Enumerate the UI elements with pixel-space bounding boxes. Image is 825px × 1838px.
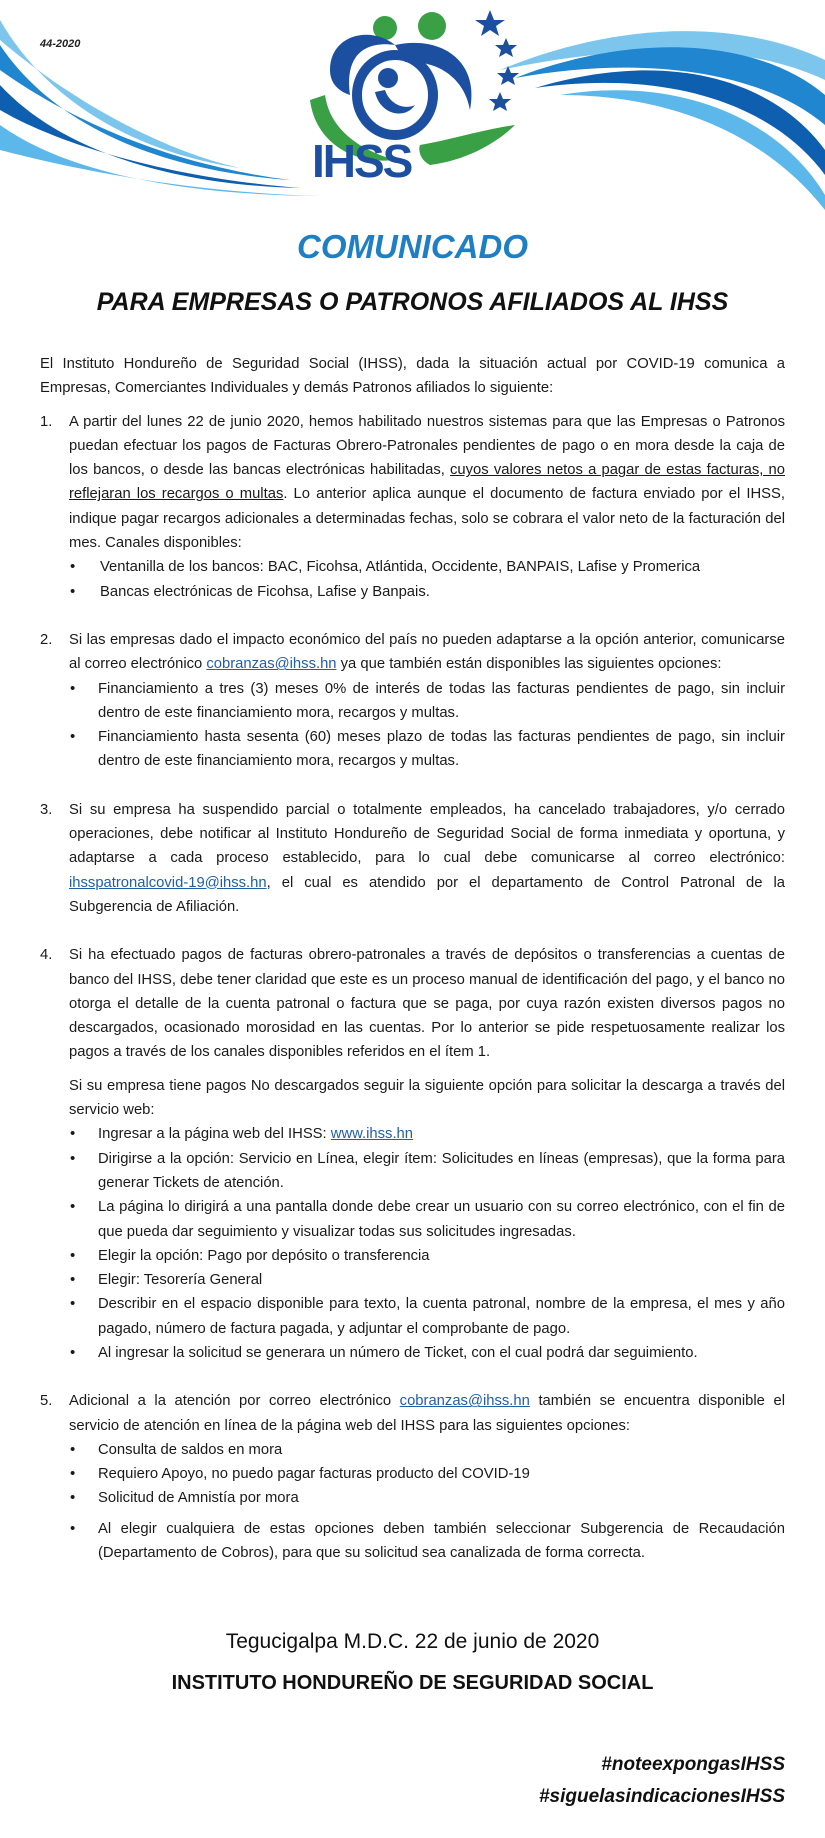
item-number: 1.: [40, 413, 53, 430]
logo-wordmark: IHSS: [312, 135, 412, 187]
underlined-text: cuyos valores netos a pagar de estas facturas, no reflejaran los recargos o multas: [69, 462, 785, 503]
item-text: A partir del lunes 22 de junio 2020, hemos habilitado nuestros sistemas para que las Empresas o Patronos puedan efectuar los pagos de Facturas Obrero-Patronales pendientes de pago o en mora desde la caja de los bancos, o desde las bancas electrónicas habilitadas, cuyos valores netos a pagar de estas facturas, no reflejaran los recargos o multas. Lo anterior aplica aunque el documento de factura enviado por el IHSS, indique pagar recargos adicionales a determinadas fechas, solo se cobrara el valor neto de la facturación del mes. Canales disponibles:: [69, 413, 785, 552]
item-number: 5.: [40, 1393, 53, 1410]
list-item: • Consulta de saldos en mora: [69, 1438, 785, 1462]
item-5: [40, 1389, 785, 1565]
option-list: [69, 677, 785, 774]
channel-list: [69, 555, 785, 604]
hashtag-1: #noteexpongasIHSS: [601, 1754, 785, 1775]
list-item: • Financiamiento hasta sesenta (60) meses plazo de todas las facturas pendientes de pago, sin incluir dentro de este financiamiento mora, recargos y multas.: [69, 725, 785, 774]
list-item: • Al elegir cualquiera de estas opciones deben también seleccionar Subgerencia de Recaudación (Departamento de Cobros), para que su solicitud sea canalizada de forma correcta.: [69, 1517, 785, 1566]
item-2: [40, 628, 785, 774]
email-link[interactable]: cobranzas@ihss.hn: [206, 656, 337, 673]
list-item: • Ventanilla de los bancos: BAC, Ficohsa, Atlántida, Occidente, BANPAIS, Lafise y Promerica: [69, 555, 785, 579]
item-subtext: Si su empresa tiene pagos No descargados seguir la siguiente opción para solicitar la descarga a través del servicio web:: [69, 1077, 785, 1119]
item-1: [40, 410, 785, 604]
item-text: Si su empresa ha suspendido parcial o totalmente empleados, ha cancelado trabajadores, y/o cerrado operaciones, debe notificar al Instituto Hondureño de Seguridad Social de forma inmediata y oportuna, y adaptarse a cada proceso establecido, para lo cual debe comunicarse al correo electrónico: ihsspatronalcovid-19@ihss.hn, el cual es atendido por el departamento de Control Patronal de la Subgerencia de Afiliación.: [69, 801, 785, 915]
page-title: COMUNICADO: [297, 228, 528, 265]
document-body: [40, 352, 785, 1589]
list-item: • Financiamiento a tres (3) meses 0% de interés de todas las facturas pendientes de pago, sin incluir dentro de este financiamiento mora, recargos y multas.: [69, 677, 785, 726]
email-link[interactable]: cobranzas@ihss.hn: [399, 1393, 530, 1410]
item-number: 3.: [40, 801, 53, 818]
service-options-list: [69, 1438, 785, 1565]
hashtag-2: #siguelasindicacionesIHSS: [538, 1786, 785, 1807]
list-item: • Requiero Apoyo, no puedo pagar facturas producto del COVID-19: [69, 1462, 785, 1486]
item-text: Si las empresas dado el impacto económico del país no pueden adaptarse a la opción anterior, comunicarse al correo electrónico cobranzas@ihss.hn ya que también están disponibles las siguientes opciones:: [69, 631, 785, 673]
list-item: • Elegir la opción: Pago por depósito o transferencia: [69, 1244, 785, 1268]
wave-graphic: [0, 0, 825, 220]
list-item: • Dirigirse a la opción: Servicio en Línea, elegir ítem: Solicitudes en líneas (empresas), que la forma para generar Tickets de atención.: [69, 1147, 785, 1196]
intro-paragraph: El Instituto Hondureño de Seguridad Social (IHSS), dada la situación actual por COVID-19 comunica a Empresas, Comerciantes Individuales y demás Patronos afiliados lo siguiente:: [40, 356, 785, 397]
item-number: 2.: [40, 631, 53, 648]
item-4: [40, 943, 785, 1365]
reference-code: 44-2020: [40, 38, 81, 50]
list-item: • La página lo dirigirá a una pantalla donde debe crear un usuario con su correo electrónico, con el fin de que pueda dar seguimiento y visualizar todas sus solicitudes ingresadas.: [69, 1195, 785, 1244]
list-item: • Elegir: Tesorería General: [69, 1268, 785, 1292]
steps-list: [69, 1122, 785, 1365]
list-item: • Describir en el espacio disponible para texto, la cuenta patronal, nombre de la empresa, el mes y año pagado, número de factura pagada, y adjuntar el comprobante de pago.: [69, 1292, 785, 1341]
email-link[interactable]: ihsspatronalcovid-19@ihss.hn: [69, 874, 267, 891]
place-and-date: Tegucigalpa M.D.C. 22 de junio de 2020: [225, 1630, 600, 1653]
page-subtitle: PARA EMPRESAS O PATRONOS AFILIADOS AL IHSS: [96, 288, 729, 316]
item-text: Si ha efectuado pagos de facturas obrero-patronales a través de depósitos o transferencias a cuentas de banco del IHSS, debe tener claridad que este es un proceso manual de identificación del pago, y el banco no otorga el detalle de la cuenta patronal o factura que se paga, por cuya razón existen diversos pagos no descargados, ocasionado morosidad en las cuentas. Por lo anterior se pide respetuosamente realizar los pagos a través de los canales disponibles referidos en el ítem 1.: [69, 947, 785, 1061]
header-banner: [0, 0, 825, 220]
item-3: [40, 798, 785, 919]
list-item: • Al ingresar la solicitud se generara un número de Ticket, con el cual podrá dar seguimiento.: [69, 1341, 785, 1365]
list-item: • Ingresar a la página web del IHSS: www.ihss.hn: [69, 1122, 785, 1146]
list-item: • Solicitud de Amnistía por mora: [69, 1486, 785, 1510]
item-number: 4.: [40, 947, 53, 964]
website-link[interactable]: www.ihss.hn: [330, 1126, 414, 1143]
item-text: Adicional a la atención por correo electrónico cobranzas@ihss.hn también se encuentra disponible el servicio de atención en línea de la página web del IHSS para las siguientes opciones:: [69, 1393, 785, 1434]
list-item: • Bancas electrónicas de Ficohsa, Lafise y Banpais.: [69, 580, 785, 604]
organization-name: INSTITUTO HONDUREÑO DE SEGURIDAD SOCIAL: [171, 1672, 654, 1694]
